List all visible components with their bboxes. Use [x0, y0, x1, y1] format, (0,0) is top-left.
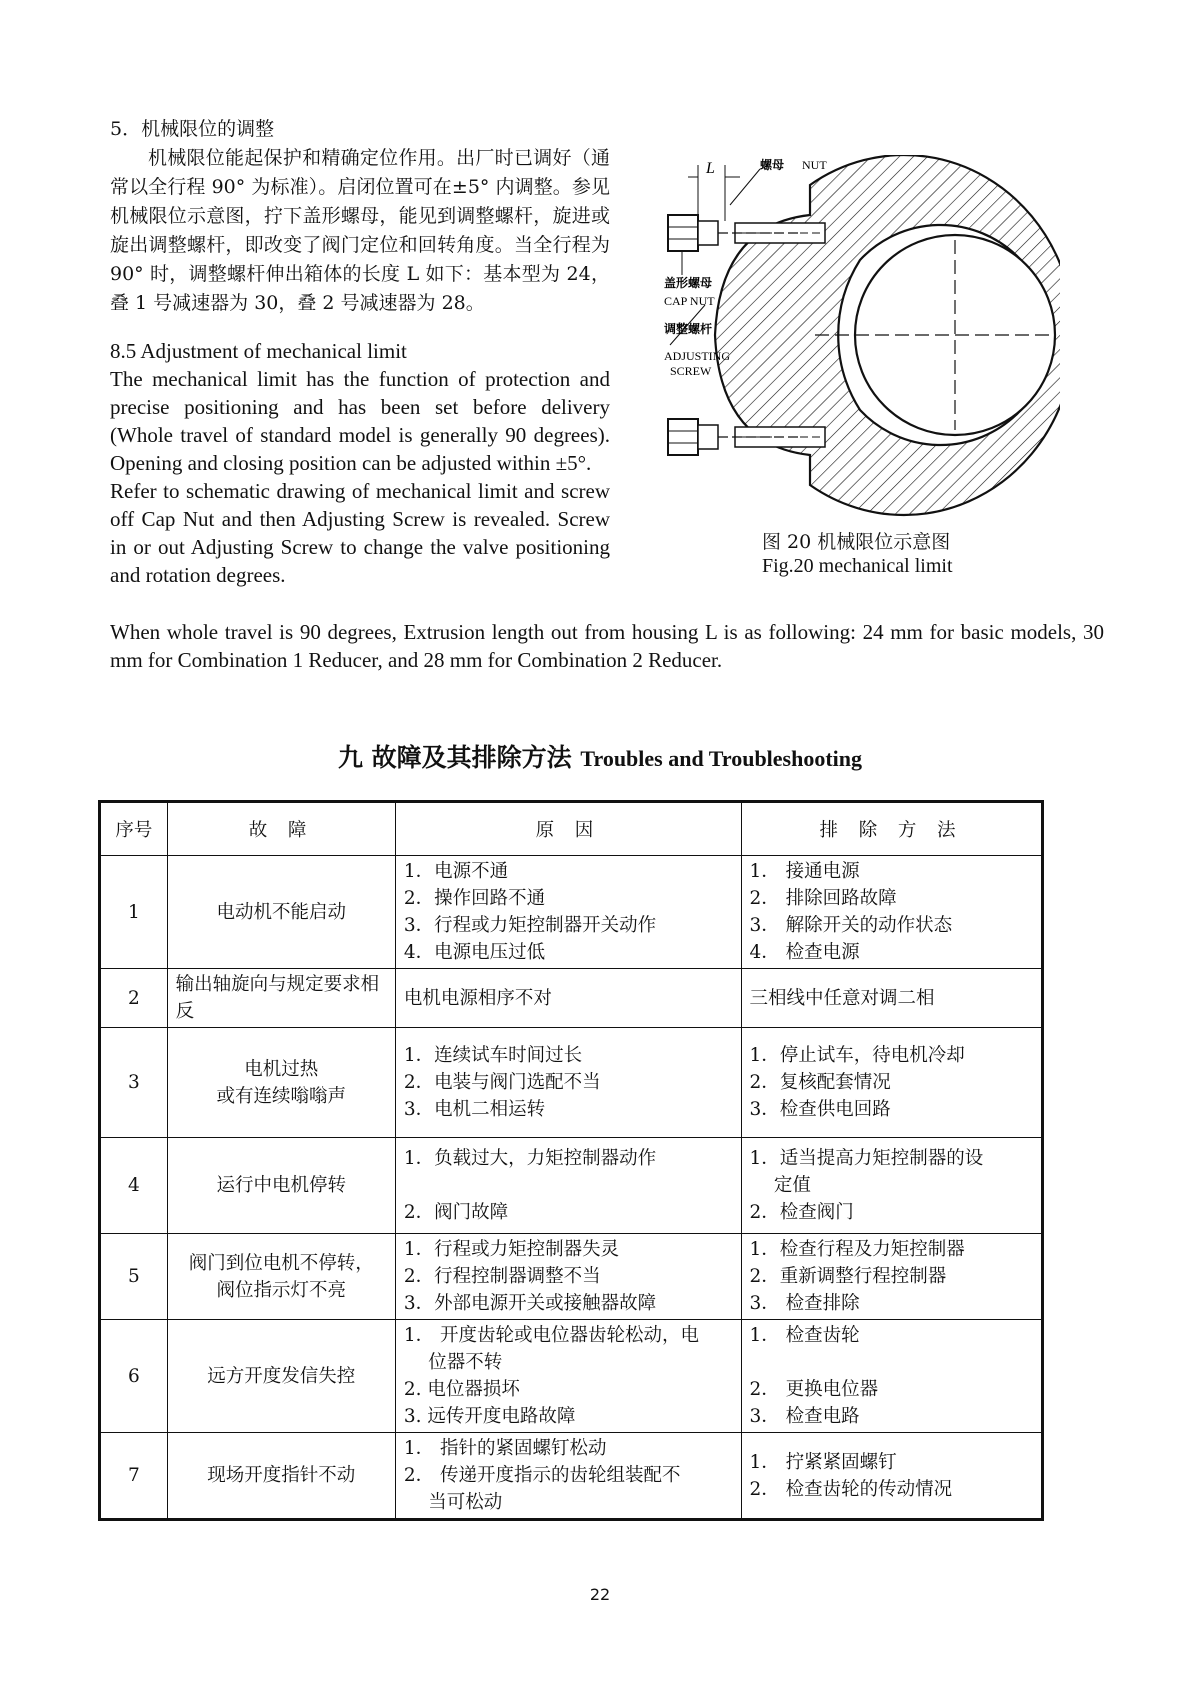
row-remedy-cell	[741, 1028, 1043, 1138]
label-cap-nut-en: CAP NUT	[664, 294, 715, 308]
row-cause-item: 1． 指针的紧固螺钉松动	[403, 1438, 607, 1459]
row-fault: 输出轴旋向与规定要求相反	[167, 969, 395, 1028]
row-cause-item: 3．电机二相运转	[403, 1099, 546, 1120]
label-cap-nut-cn: 盖形螺母	[664, 276, 713, 290]
mechanical-limit-figure	[660, 155, 1060, 525]
row-remedy-item: 1． 接通电源	[749, 861, 860, 882]
row-fault: 运行中电机停转	[167, 1138, 395, 1234]
row-remedy-cell	[741, 969, 1043, 1028]
row-remedy-item: 2． 检查齿轮的传动情况	[749, 1478, 953, 1500]
row-remedy-cell	[741, 1138, 1043, 1234]
row-cause-item: 当可松动	[403, 1492, 503, 1513]
row-cause-cell	[395, 1433, 741, 1520]
table-row	[100, 1234, 1043, 1320]
row-remedy-cell	[741, 1320, 1043, 1433]
row-cause-cell	[395, 969, 741, 1028]
row-cause-item: 1． 开度齿轮或电位器齿轮松动，电	[403, 1325, 700, 1346]
row-number: 7	[100, 1433, 168, 1520]
header-fault: 故 障	[167, 802, 395, 856]
row-cause-cell	[395, 856, 741, 969]
label-L: L	[706, 160, 715, 177]
row-cause-item: 2．电装与阀门选配不当	[403, 1072, 601, 1093]
row-number: 1	[100, 856, 168, 969]
row-cause-cell	[395, 1138, 741, 1234]
row-cause-item: 位器不转	[403, 1352, 503, 1373]
row-fault: 阀门到位电机不停转， 阀位指示灯不亮	[167, 1234, 395, 1320]
upper-cap-nut	[668, 215, 698, 251]
table-row	[100, 1320, 1043, 1433]
row-fault: 电动机不能启动	[167, 856, 395, 969]
section-heading-cn: 九 故障及其排除方法	[337, 743, 572, 772]
row-remedy-item: 1． 检查齿轮	[749, 1325, 860, 1346]
section-heading-en: Troubles and Troubleshooting	[580, 746, 863, 771]
row-remedy-item: 2．复核配套情况	[749, 1072, 891, 1093]
header-no: 序号	[100, 802, 168, 856]
row-remedy-item: 定值	[749, 1175, 811, 1196]
row-fault: 远方开度发信失控	[167, 1320, 395, 1433]
row-remedy-item: 4． 检查电源	[749, 942, 860, 963]
table-row	[100, 969, 1043, 1028]
row-cause-item: 3．行程或力矩控制器开关动作	[403, 915, 657, 936]
table-row	[100, 1028, 1043, 1138]
section-cn	[110, 115, 610, 318]
row-fault: 现场开度指针不动	[167, 1433, 395, 1520]
row-remedy-item: 3． 检查排除	[749, 1293, 860, 1314]
row-remedy-item: 2．检查阀门	[749, 1202, 854, 1223]
row-remedy-cell	[741, 856, 1043, 969]
row-remedy-item: 1．检查行程及力矩控制器	[749, 1239, 965, 1260]
row-number: 5	[100, 1234, 168, 1320]
row-number: 4	[100, 1138, 168, 1234]
row-cause-item: 4．电源电压过低	[403, 942, 546, 963]
table-header-row	[100, 802, 1043, 856]
row-cause-item: 2． 传递开度指示的齿轮组装配不	[403, 1465, 681, 1486]
section-en	[110, 337, 610, 589]
row-cause-item: 2. 电位器损坏	[403, 1379, 520, 1400]
troubleshooting-table	[98, 800, 1044, 1521]
section-en-paragraph-1: The mechanical limit has the function of protection and precise positioning and has been set before delivery (Whole travel of standard model is generally 90 degrees). Opening and closing position can be adjusted within ±5°.	[110, 367, 610, 475]
label-adj-cn: 调整螺杆	[664, 322, 713, 336]
row-cause-item: 1．行程或力矩控制器失灵	[403, 1239, 620, 1260]
row-cause-cell	[395, 1028, 741, 1138]
section-cn-body: 机械限位能起保护和精确定位作用。出厂时已调好（通常以全行程 90° 为标准）。启闭位置可在±5° 内调整。参见机械限位示意图，拧下盖形螺母，能见到调整螺杆，旋进或旋出调整螺杆，即改变了阀门定位和回转角度。当全行程为 90° 时，调整螺杆伸出箱体的长度 L 如下：基本型为 24，叠 1 号减速器为 30，叠 2 号减速器为 28。	[110, 147, 610, 314]
row-fault: 电机过热 或有连续嗡嗡声	[167, 1028, 395, 1138]
row-cause-item	[404, 1172, 733, 1199]
row-remedy-item: 2． 更换电位器	[749, 1379, 879, 1400]
row-number: 6	[100, 1320, 168, 1433]
lower-cap-nut	[668, 419, 698, 455]
row-cause-cell	[395, 1320, 741, 1433]
row-remedy-cell	[741, 1234, 1043, 1320]
row-remedy-item: 3．检查供电回路	[749, 1099, 891, 1120]
row-remedy-item: 1．适当提高力矩控制器的设	[749, 1148, 984, 1169]
label-nut-cn: 螺母	[760, 158, 785, 172]
header-remedy: 排 除 方 法	[741, 802, 1043, 856]
section-en-paragraph-3: When whole travel is 90 degrees, Extrusion length out from housing L is as following: 24 mm for basic models, 30 mm for Combination 1 Reducer, and 28 mm for Combination 2 Reducer.	[110, 620, 1104, 672]
row-number: 2	[100, 969, 168, 1028]
row-cause-cell	[395, 1234, 741, 1320]
label-nut-en: NUT	[802, 158, 827, 172]
row-cause-item: 2．行程控制器调整不当	[403, 1266, 601, 1287]
table-row	[100, 856, 1043, 969]
row-remedy-item: 2．重新调整行程控制器	[749, 1266, 947, 1287]
row-remedy-item: 2． 排除回路故障	[749, 888, 897, 909]
figure-caption-cn: 图 20 机械限位示意图	[762, 531, 951, 553]
row-remedy-item: 3． 解除开关的动作状态	[749, 915, 953, 936]
row-remedy-item: 3． 检查电路	[749, 1406, 860, 1427]
section-heading	[0, 738, 1200, 774]
row-cause-item: 3．外部电源开关或接触器故障	[403, 1293, 657, 1314]
section-en-title: 8.5 Adjustment of mechanical limit	[110, 339, 407, 363]
row-remedy-item	[750, 1349, 1034, 1376]
section-cn-title: 5．机械限位的调整	[110, 118, 275, 140]
label-adj-en1: ADJUSTING	[664, 349, 730, 363]
row-remedy-item: 1．停止试车，待电机冷却	[749, 1045, 965, 1066]
table-row	[100, 1433, 1043, 1520]
row-remedy-item: 1． 拧紧紧固螺钉	[749, 1451, 897, 1473]
row-number: 3	[100, 1028, 168, 1138]
label-adj-en2: SCREW	[670, 364, 712, 378]
row-remedy-cell	[741, 1433, 1043, 1520]
row-remedy-item: 三相线中任意对调二相	[749, 987, 935, 1009]
row-cause-item: 电机电源相序不对	[403, 987, 552, 1009]
row-cause-item: 1．连续试车时间过长	[403, 1045, 583, 1066]
figure-caption-en: Fig.20 mechanical limit	[762, 555, 953, 577]
row-cause-item: 3. 远传开度电路故障	[403, 1406, 576, 1427]
row-cause-item: 2．操作回路不通	[403, 888, 546, 909]
page-number: 22	[589, 1585, 611, 1604]
row-cause-item: 1．负载过大，力矩控制器动作	[403, 1148, 657, 1169]
row-cause-item: 1．电源不通	[403, 861, 509, 882]
row-cause-item: 2．阀门故障	[403, 1202, 509, 1223]
table-row	[100, 1138, 1043, 1234]
section-en-paragraph-2: Refer to schematic drawing of mechanical limit and screw off Cap Nut and then Adjusting Screw is revealed. Screw in or out Adjusting Screw to change the valve positioning and rotation degrees.	[110, 479, 610, 587]
mechanical-limit-drawing	[660, 155, 1060, 525]
section-en-wide	[110, 618, 1104, 674]
header-cause: 原 因	[395, 802, 741, 856]
